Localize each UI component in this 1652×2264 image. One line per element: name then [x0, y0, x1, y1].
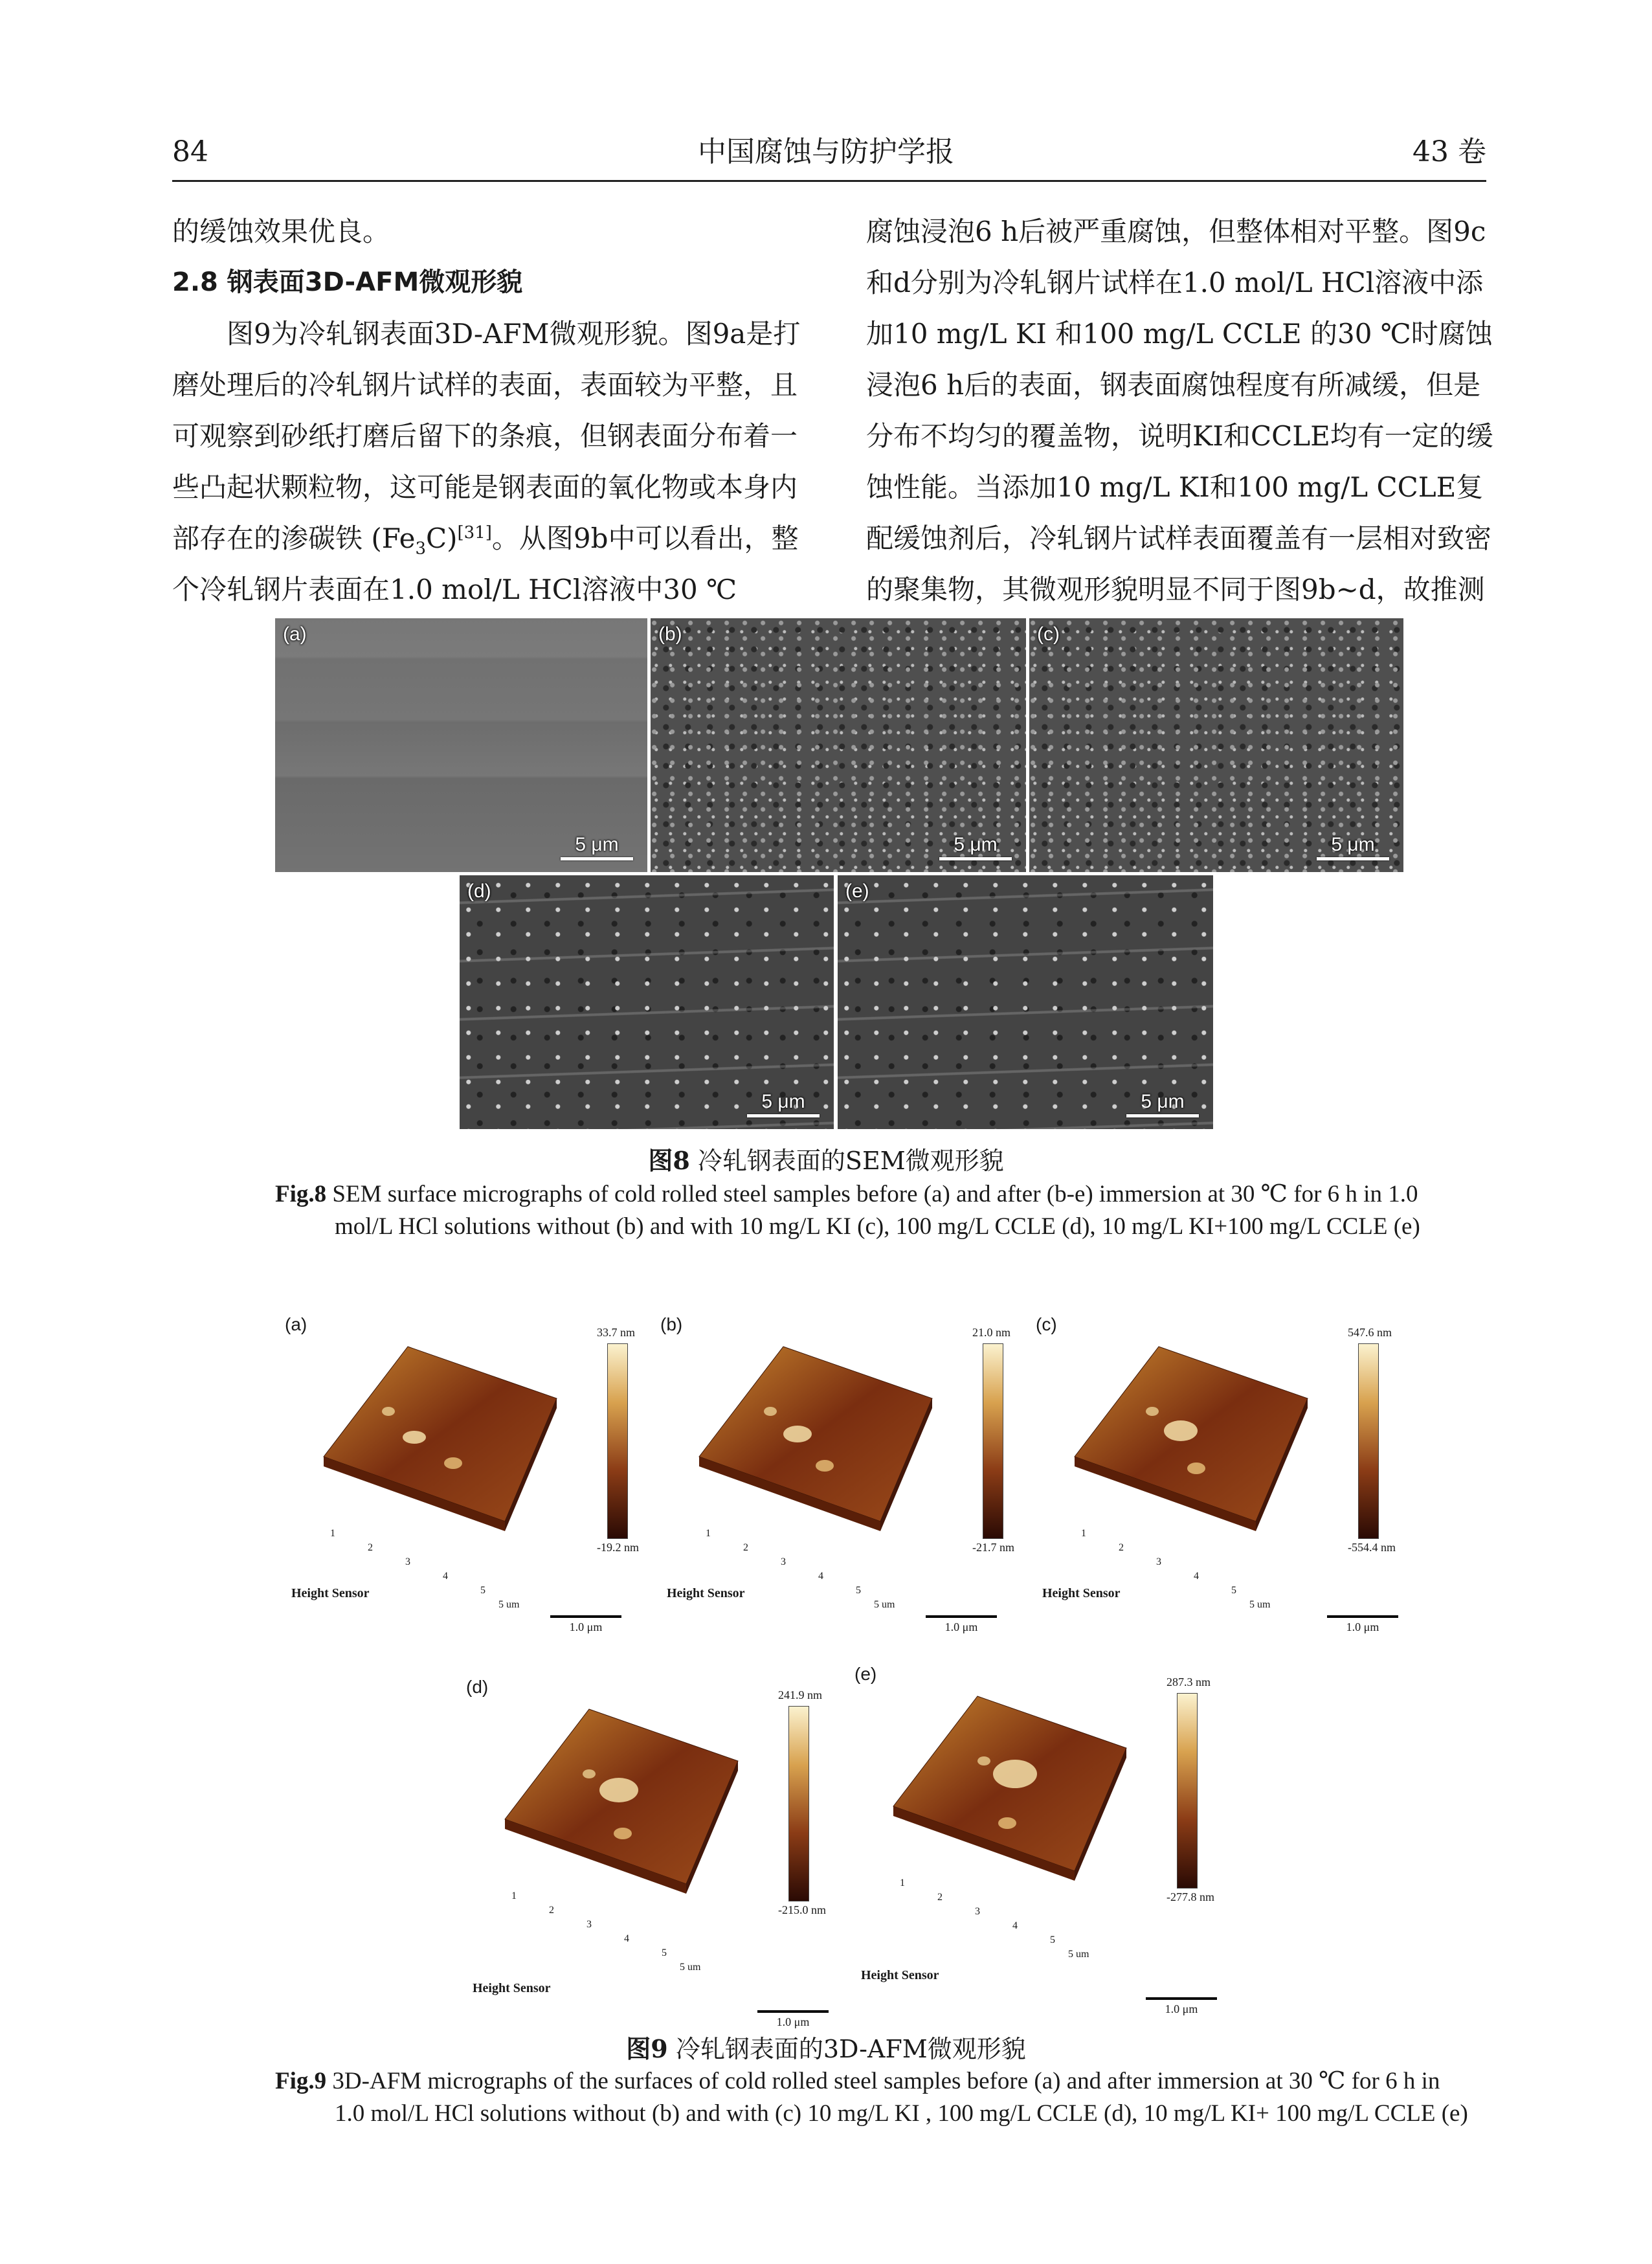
- panel-label: (d): [466, 1677, 489, 1697]
- fig9-caption-cn: 图9 冷轧钢表面的3D-AFM微观形貌: [626, 2034, 1026, 2063]
- axis-tick-label: 1: [706, 1528, 711, 1539]
- axis-tick-label: 1: [1081, 1528, 1086, 1539]
- scale-bar: [926, 1615, 997, 1634]
- paragraph: 的缓蚀效果优良。: [172, 216, 390, 247]
- color-scale-bar: [1177, 1693, 1198, 1889]
- color-scale-max: 547.6 nm: [1348, 1326, 1392, 1339]
- scale-bar: [550, 1615, 621, 1634]
- citation[interactable]: [31]: [457, 523, 492, 543]
- axis-tick-label: 2: [937, 1892, 943, 1903]
- scale-bar-line: [1327, 1615, 1398, 1618]
- paragraph: 图9为冷轧钢表面3D-AFM微观形貌。图9a是打磨处理后的冷轧钢片试样的表面，表面较为平整，且可观察到砂纸打磨后留下的条痕，但钢表面分布着一些凸起状颗粒物，这可能是钢表面的氧化物或本身内部存在的渗碳铁 $(Fe_3C)[31]$。从图9b中可以看出，整个冷轧钢片表面在1.0 mol/L HCl溶液中30 ℃: [172, 318, 801, 605]
- axis-unit-label: 5 um: [874, 1599, 895, 1610]
- scale-bar-label: 1.0 μm: [569, 1620, 603, 1633]
- color-scale-min: -215.0 nm: [778, 1903, 826, 1916]
- axis-tick-label: 3: [781, 1556, 786, 1567]
- height-sensor-label: Height Sensor: [861, 1968, 939, 1982]
- panel-label: (c): [1037, 623, 1060, 645]
- axis-tick-label: 1: [330, 1528, 335, 1539]
- color-scale-min: -21.7 nm: [972, 1541, 1014, 1554]
- height-sensor-label: Height Sensor: [473, 1981, 551, 1995]
- fig8-caption-en: Fig.8 SEM surface micrographs of cold rolled steel samples before (a) and after (b-e) immersion at 30 ℃ for 6 h in 1.0 mol/L HCl solutions without (b) and with 10 mg/L KI (c), 100 mg/L CCLE (d), 10 mg/L KI+100 mg/L CCLE (e): [275, 1181, 1420, 1240]
- panel-label: (d): [467, 880, 491, 902]
- axis-tick-label: 3: [975, 1906, 980, 1917]
- scale-bar: 5 μm: [939, 834, 1012, 860]
- axis-tick-label: 5: [662, 1947, 667, 1958]
- sem-panel-a: [275, 618, 647, 872]
- afm-panel-e: [854, 1664, 1217, 1988]
- axis-tick-label: 3: [586, 1919, 592, 1930]
- page-number: 84: [172, 135, 208, 168]
- panel-label: (c): [1036, 1314, 1057, 1334]
- color-scale-max: 21.0 nm: [972, 1326, 1011, 1339]
- height-sensor-label: Height Sensor: [667, 1586, 745, 1600]
- axis-tick-label: 4: [443, 1571, 448, 1582]
- axis-tick-label: 4: [1194, 1571, 1199, 1582]
- axis-tick-label: 4: [1012, 1920, 1018, 1931]
- axis-tick-label: 1: [900, 1877, 905, 1889]
- sem-panel-b: [651, 618, 1026, 872]
- panel-label: (e): [845, 880, 869, 902]
- scale-bar: [757, 2010, 829, 2029]
- axis-unit-label: 5 um: [1068, 1949, 1089, 1960]
- color-scale-bar: [607, 1343, 628, 1539]
- panel-label: (b): [660, 1314, 683, 1334]
- color-scale-bar: [1358, 1343, 1379, 1539]
- section-heading: 2.8 钢表面3D-AFM微观形貌: [172, 267, 523, 297]
- color-scale-bar: [788, 1706, 809, 1901]
- scale-bar: 5 μm: [561, 834, 633, 860]
- color-scale-min: -554.4 nm: [1348, 1541, 1396, 1554]
- scale-bar: [1146, 1997, 1217, 2016]
- panel-label: (b): [658, 623, 682, 645]
- axis-unit-label: 5 um: [1249, 1599, 1271, 1610]
- header-rule: [172, 180, 1486, 182]
- sem-panel-e: [838, 875, 1213, 1129]
- axis-tick-label: 4: [818, 1571, 823, 1582]
- axis-tick-label: 3: [1156, 1556, 1161, 1567]
- scale-bar-line: [550, 1615, 621, 1618]
- sem-panel-d: [460, 875, 834, 1129]
- axis-tick-label: 2: [743, 1542, 748, 1553]
- right-column: [866, 206, 1507, 615]
- scale-bar: 5 μm: [1126, 1091, 1199, 1117]
- axis-unit-label: 5 um: [498, 1599, 520, 1610]
- volume-number: 43 卷: [1412, 135, 1486, 168]
- axis-unit-label: 5 um: [680, 1962, 701, 1973]
- scale-bar: 5 μm: [1317, 834, 1389, 860]
- color-scale-bar: [983, 1343, 1003, 1539]
- color-scale-max: 33.7 nm: [597, 1326, 636, 1339]
- scale-bar-label: 1.0 μm: [776, 2015, 810, 2028]
- height-sensor-label: Height Sensor: [291, 1586, 370, 1600]
- axis-tick-label: 5: [1050, 1934, 1055, 1945]
- scale-bar: [1327, 1615, 1398, 1634]
- panel-label: (a): [283, 623, 307, 645]
- scale-bar-line: [757, 2010, 829, 2013]
- afm-panel-d: [466, 1677, 829, 2001]
- axis-tick-label: 1: [511, 1890, 517, 1901]
- fig8-caption-cn: 图8 冷轧钢表面的SEM微观形貌: [648, 1146, 1004, 1175]
- paragraph: 腐蚀浸泡6 h后被严重腐蚀，但整体相对平整。图9c和d分别为冷轧钢片试样在1.0 mol/L HCl溶液中添加10 mg/L KI 和100 mg/L CCLE 的30 ℃时腐蚀浸泡6 h后的表面，钢表面腐蚀程度有所减缓，但是分布不均匀的覆盖物，说明KI和CCLE均有一定的缓蚀性能。当添加10 mg/L KI和100 mg/L CCLE复配缓蚀剂后，冷轧钢片试样表面覆盖有一层相对致密的聚集物，其微观形貌明显不同于图9b~d，故推测: [866, 216, 1493, 605]
- axis-tick-label: 4: [624, 1933, 629, 1944]
- color-scale-min: -277.8 nm: [1166, 1890, 1214, 1903]
- journal-title: 中国腐蚀与防护学报: [698, 135, 954, 168]
- axis-tick-label: 2: [549, 1905, 554, 1916]
- scale-bar-line: [926, 1615, 997, 1618]
- color-scale-min: -19.2 nm: [597, 1541, 639, 1554]
- scale-bar-line: [1146, 1997, 1217, 2000]
- axis-tick-label: 2: [368, 1542, 373, 1553]
- scale-bar-label: 1.0 μm: [1165, 2002, 1198, 2015]
- color-scale-max: 241.9 nm: [778, 1688, 823, 1701]
- axis-tick-label: 5: [856, 1585, 861, 1596]
- scale-bar-label: 1.0 μm: [944, 1620, 978, 1633]
- scale-bar: 5 μm: [747, 1091, 820, 1117]
- axis-tick-label: 3: [405, 1556, 410, 1567]
- axis-tick-label: 5: [1231, 1585, 1236, 1596]
- panel-label: (e): [854, 1664, 877, 1684]
- fig9-caption-en: Fig.9 3D-AFM micrographs of the surfaces of cold rolled steel samples before (a) and after immersion at 30 ℃ for 6 h in 1.0 mol/L HCl solutions without (b) and with (c) 10 mg/L KI , 100 mg/L CCLE (d), 10 mg/L KI+ 100 mg/L CCLE (e): [275, 2068, 1468, 2127]
- left-column: [172, 206, 813, 615]
- height-sensor-label: Height Sensor: [1042, 1586, 1121, 1600]
- panel-label: (a): [285, 1314, 307, 1334]
- scale-bar-label: 1.0 μm: [1346, 1620, 1379, 1633]
- color-scale-max: 287.3 nm: [1166, 1676, 1211, 1688]
- axis-tick-label: 5: [480, 1585, 486, 1596]
- axis-tick-label: 2: [1119, 1542, 1124, 1553]
- sem-panel-c: [1029, 618, 1403, 872]
